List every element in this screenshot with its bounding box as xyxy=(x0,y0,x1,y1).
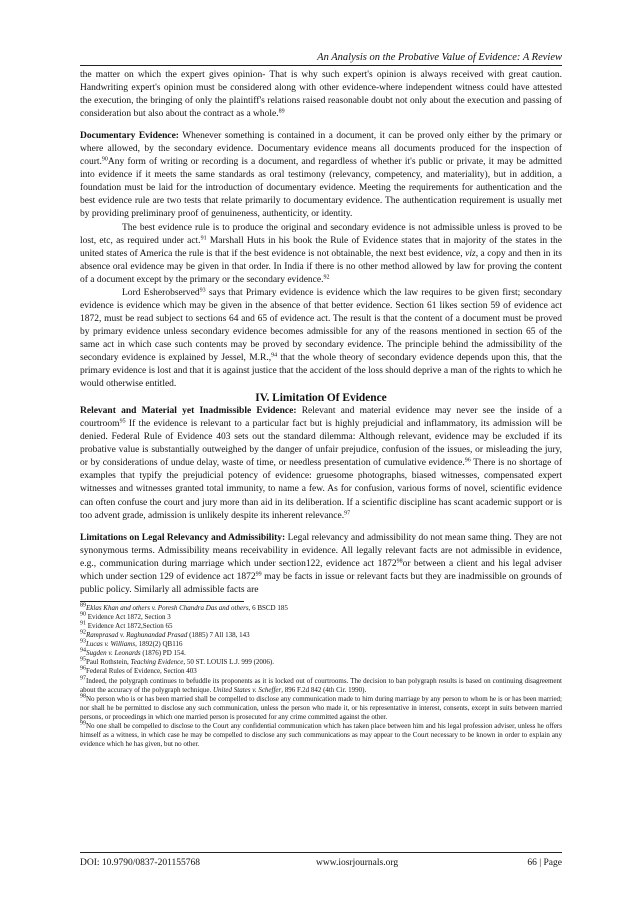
footnote-92: $^{92}$Ramprasad v. Raghunandad Prasad (1885) 7 All 138, 143 xyxy=(80,629,250,640)
heading-documentary-evidence: Documentary Evidence: xyxy=(80,131,179,142)
footnote-90: $^{90}$ Evidence Act 1872, Section 3 xyxy=(80,611,171,621)
footnote-ref-98[interactable]: 98 xyxy=(396,558,403,565)
footnote-ref-94[interactable]: 94 xyxy=(271,352,278,359)
heading-legal-relevancy: Limitations on Legal Relevancy and Admissibility: xyxy=(80,532,286,543)
footnote-94: $^{94}$Sugden v. Leonards (1876) PD 154. xyxy=(80,647,186,658)
footnote-98: $^{98}$No person who is or has been married shall be compelled to disclose any communication made to him during marriage by any person to whom he is or has been married; nor shall he be permitted to disclose any such communication, unless the person who made it, or his representative in interest, consents, except in suits between married persons, or proceedings in which one married person is prosecuted for any crime committed against the other. xyxy=(80,693,562,721)
heading-inadmissible-evidence: Relevant and Material yet Inadmissible Evidence: xyxy=(80,406,297,417)
paragraph-best-evidence-rule: The best evidence rule is to produce the original and secondary evidence is not admissible unless is proved to be lost, etc, as required under act.$^{91}$ Marshall Huts in his book the Rule of Evidence states that in majority of the states in the united states of America the rule is that if the best evidence is not obtainable, the next best evidence, viz, a copy and then in its absence oral evidence may be given in that order. In India if there is no other method allowed by law for proving the content of a document except by the primary or the secondary evidence.$^{92}$ xyxy=(80,222,563,285)
footnote-ref-90[interactable]: 90 xyxy=(101,156,108,163)
footnote-96: $^{96}$Federal Rules of Evidence, Section 403 xyxy=(80,665,197,676)
footnotes xyxy=(80,604,562,750)
footnote-ref-97[interactable]: 97 xyxy=(344,510,351,517)
footnote-ref-93[interactable]: 93 xyxy=(199,287,206,294)
footnote-95: $^{95}$Paul Rothstein, Teaching Evidence, 50 ST. LOUIS L.J. 999 (2006). xyxy=(80,656,275,667)
paragraph-primary-evidence: Lord Esherobserved$^{93}$ says that Primary evidence is evidence which the law requires to be given first; secondary evidence is evidence which may be given in the absence of that better evidence. Section 61 likes section 59 of evidence act 1872, must be read subject to sections 64 and 65 of evidence act. The result is that the content of a document must be proved by primary evidence unless secondary evidence becomes admissible for any of the reasons mentioned in section 65 of the same act in which case such contents may be proved by secondary evidence. The principle behind the admissibility of the secondary evidence is explained by Jessel, M.R.,$^{94}$ that the whole theory of secondary evidence depends upon this, that the primary evidence is lost and that it is against justice that the accident of the loss should deprive a man of the rights to which he would otherwise entitled. xyxy=(80,287,562,390)
footnote-91: $^{91}$ Evidence Act 1872,Section 65 xyxy=(80,620,173,631)
footnote-separator xyxy=(80,601,244,602)
running-head: An Analysis on the Probative Value of Evidence: A Review xyxy=(80,52,562,66)
paragraph-inadmissible-evidence: Relevant and Material yet Inadmissible Evidence: Relevant and material evidence may never see the inside of a courtroom$^{95}$ If the evidence is relevant to a particular fact but is highly prejudicial and inflammatory, its admission will be denied. Federal Rule of Evidence 403 sets out the standard dilemma: Although relevant, evidence may be excluded if its probative value is substantially outweighed by the danger of unfair prejudice, confusion of the issues, or misleading the jury, or by considerations of undue delay, waste of time, or needless presentation of cumulative evidence.$^{96}$ There is no shortage of examples that typify the prejudicial potency of evidence: gruesome photographs, biased witnesses, compensated expert witnesses and witnesses granted total immunity, to name a few. As for confusion, various forms of novel, scientific evidence can often confuse the court and jury more than aid in its deliberation. If a scientific discipline has scant academic support or is too advent grade, admission is unlikely despite its inherent relevance.$^{97}$ xyxy=(80,406,563,521)
doi-text: DOI: 10.9790/0837-201155768 xyxy=(80,858,200,868)
footnote-93: $^{93}$Lucas v. Williams, 1892(2) QB116 xyxy=(80,638,183,649)
footnote-ref-89[interactable]: 89 xyxy=(278,108,285,115)
page-number: 66 | Page xyxy=(527,858,562,868)
footnote-ref-91[interactable]: 91 xyxy=(200,235,207,242)
footnote-99: $^{99}$No one shall be compelled to disclose to the Court any confidential communication which has taken place between him and his legal profession adviser, unless he offers himself as a witness, in which case he may be compelled to disclose any such communications as may appear to the Court necessary to be known in order to explain any evidence which he has given, but no other. xyxy=(80,720,562,749)
paragraph-documentary-evidence: Documentary Evidence: Whenever something is contained in a document, it can be proved only either by the primary or where allowed, by the secondary evidence. Documentary evidence means all documents produced for the inspection of court.$^{90}$Any form of writing or recording is a document, and regardless of whether it's public or private, it may be admitted into evidence if it meets the same standards as oral testimony (relevancy, competency, and materiality), but in addition, a foundation must be laid for the introduction of documentary evidence. Meeting the requirements for authentication and the best evidence rule are two tests that relate primarily to documentary evidence. The authentication requirement is usually met by providing preliminary proof of genuineness, authenticity, or identity. xyxy=(80,131,562,220)
footnote-89: $^{89}$Eklas Khan and others v. Poresh Chandra Das and others, 6 BSCD 185 xyxy=(80,602,288,612)
article-body xyxy=(80,69,562,597)
article-page xyxy=(80,52,562,749)
footnote-ref-95[interactable]: 95 xyxy=(119,418,126,425)
section-title: IV. Limitation Of Evidence xyxy=(255,392,387,405)
paragraph-legal-relevancy: Limitations on Legal Relevancy and Admissibility: Legal relevancy and admissibility do not mean same thing. They are not synonymous terms. Admissibility means receivability in evidence. All legally relevant facts are not admissible in evidence, e.g., communication during marriage which under section122, evidence act 1872$^{98}$or between a client and his legal adviser which under section 129 of evidence act 1872$^{99}$ may be facts in issue or relevant facts but they are inadmissible on grounds of public policy. Similarly all admissible facts are xyxy=(80,532,562,595)
journal-site-link[interactable]: www.iosrjournals.org xyxy=(316,858,399,868)
paragraph-expert-opinion: the matter on which the expert gives opinion- That is why such expert's opinion is always received with great caution. Handwriting expert's opinion must be considered along with other evidence-where independent witness could have attested the execution, the bringing of only the plaintiff's relations raised reasonable doubt not only about the execution and passing of consideration but also about the contract as a whole.$^{89}$ xyxy=(80,70,562,120)
footnote-ref-96[interactable]: 96 xyxy=(464,457,471,464)
footnote-ref-99[interactable]: 99 xyxy=(255,571,262,578)
footnote-97: $^{97}$Indeed, the polygraph continues to befuddle its proponents as it is locked out of courtrooms. The decision to ban polygraph results is based on continuing disagreement about the accuracy of the polygraph technique. United States v. Scheffer, 896 F.2d 842 (4th Cir. 1990). xyxy=(80,675,562,694)
page-footer xyxy=(80,852,562,868)
footnote-ref-92[interactable]: 92 xyxy=(323,274,330,281)
